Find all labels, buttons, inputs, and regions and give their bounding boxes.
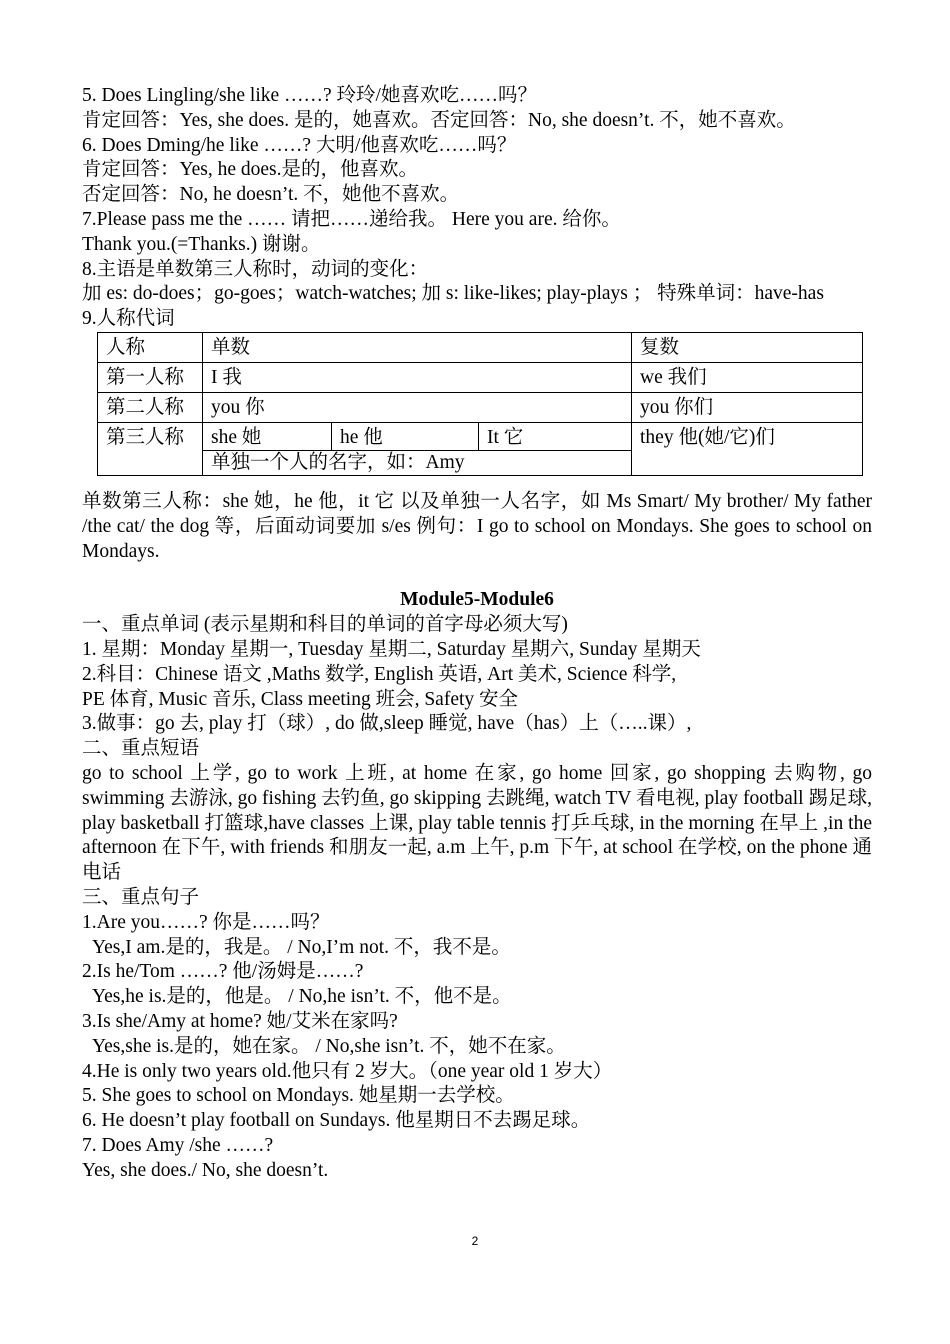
text-line: 9.人称代词 — [82, 308, 175, 330]
third-person-subtable — [203, 423, 631, 475]
table-row — [98, 422, 863, 475]
text-line: 7. Does Amy /she ……? — [82, 1134, 274, 1156]
table-row — [98, 362, 863, 392]
table-cell: I 我 — [203, 362, 632, 392]
text-line: 3.做事：go 去, play 打（球）, do 做,sleep 睡觉, have（has）上（…..课）, — [82, 713, 692, 735]
table-cell — [203, 422, 632, 475]
table-cell: he 他 — [332, 423, 479, 451]
table-header-cell: 单数 — [203, 332, 632, 362]
document-page — [82, 84, 872, 1183]
section-heading: 三、重点句子 — [82, 886, 200, 908]
table-row — [98, 392, 863, 422]
text-line: 肯定回答：Yes, he does.是的，他喜欢。 — [82, 159, 419, 181]
text-line: Yes,I am.是的，我是。 / No,I’m not. 不，我不是。 — [92, 936, 511, 958]
text-line: 5. Does Lingling/she like ……? 玲玲/她喜欢吃……吗？ — [82, 85, 537, 106]
text-line: 否定回答：No, he doesn’t. 不，她他不喜欢。 — [82, 184, 460, 206]
table-cell: 第一人称 — [98, 362, 203, 392]
text-line: 2.Is he/Tom ……? 他/汤姆是……? — [82, 961, 364, 983]
module-title: Module5-Module6 — [400, 589, 554, 611]
text-line: 1. 星期：Monday 星期一, Tuesday 星期二, Saturday 星期六, Sunday 星期天 — [82, 638, 701, 660]
section-heading: 二、重点短语 — [82, 738, 200, 760]
pronoun-table — [97, 332, 863, 476]
text-line: 6. He doesn’t play football on Sundays. 他星期日不去踢足球。 — [82, 1110, 591, 1132]
table-header-row — [98, 332, 863, 362]
text-line: 2.科目：Chinese 语文 ,Maths 数学, English 英语, Art 美术, Science 科学, — [82, 663, 677, 685]
table-cell: 第二人称 — [98, 392, 203, 422]
text-line: 5. She goes to school on Mondays. 她星期一去学校。 — [82, 1085, 515, 1107]
text-line: Yes,she is.是的，她在家。 / No,she isn’t. 不，她不在家。 — [92, 1035, 566, 1057]
table-cell: 单独一个人的名字，如：Amy — [211, 451, 465, 473]
text-line: 3.Is she/Amy at home? 她/艾米在家吗? — [82, 1010, 398, 1032]
table-cell: we 我们 — [632, 362, 863, 392]
text-line: PE 体育, Music 音乐, Class meeting 班会, Safety 安全 — [82, 688, 519, 710]
table-cell: you 你们 — [632, 392, 863, 422]
section-heading: 一、重点单词 (表示星期和科目的单词的首字母必须大写) — [82, 614, 568, 636]
text-line: 6. Does Dming/he like ……? 大明/他喜欢吃……吗？ — [82, 134, 517, 156]
table-header-cell: 人称 — [98, 332, 203, 362]
text-line: 肯定回答：Yes, she does. 是的，她喜欢。否定回答：No, she doesn’t. 不，她不喜欢。 — [82, 109, 796, 131]
text-line: Yes,he is.是的，他是。 / No,he isn’t. 不，他不是。 — [92, 986, 512, 1008]
text-line: 7.Please pass me the …… 请把……递给我。 Here you are. 给你。 — [82, 208, 621, 230]
third-person-note: 单数第三人称：she 她，he 他，it 它 以及单独一人名字，如 Ms Smart/ My brother/ My father /the cat/ the dog 等，后面动词要加 s/es 例句：I go to school on Mondays. She goes to school on Mondays. — [82, 490, 872, 562]
text-line: Thank you.(=Thanks.) 谢谢。 — [82, 233, 321, 255]
page-number: 2 — [471, 1234, 479, 1248]
table-header-cell: 复数 — [632, 332, 863, 362]
text-line: 加 es: do-does；go-goes；watch-watches; 加 s: like-likes; play-plays ； 特殊单词：have-has — [82, 283, 824, 305]
table-cell: they 他(她/它)们 — [632, 422, 863, 475]
text-line: 8.主语是单数第三人称时，动词的变化： — [82, 258, 429, 280]
text-line: 1.Are you……? 你是……吗？ — [82, 911, 330, 933]
phrases-paragraph: go to school 上学, go to work 上班, at home 在家, go home 回家, go shopping 去购物, go swimming 去游泳, go fishing 去钓鱼, go skipping 去跳绳, watch TV 看电视, play football 踢足球, play basketball 打篮球,have classes 上课, play table tennis 打乒乓球, in the morning 在早上 ,in the afternoon 在下午, with friends 和朋友一起, a.m 上午, p.m 下午, at school 在学校, on the phone 通电话 — [82, 762, 872, 884]
table-cell: she 她 — [203, 423, 332, 451]
text-line: Yes, she does./ No, she doesn’t. — [82, 1159, 329, 1181]
text-line: 4.He is only two years old.他只有 2 岁大。（one year old 1 岁大） — [82, 1060, 613, 1082]
table-cell: 第三人称 — [98, 422, 203, 475]
table-cell: It 它 — [479, 423, 632, 451]
table-cell: you 你 — [203, 392, 632, 422]
